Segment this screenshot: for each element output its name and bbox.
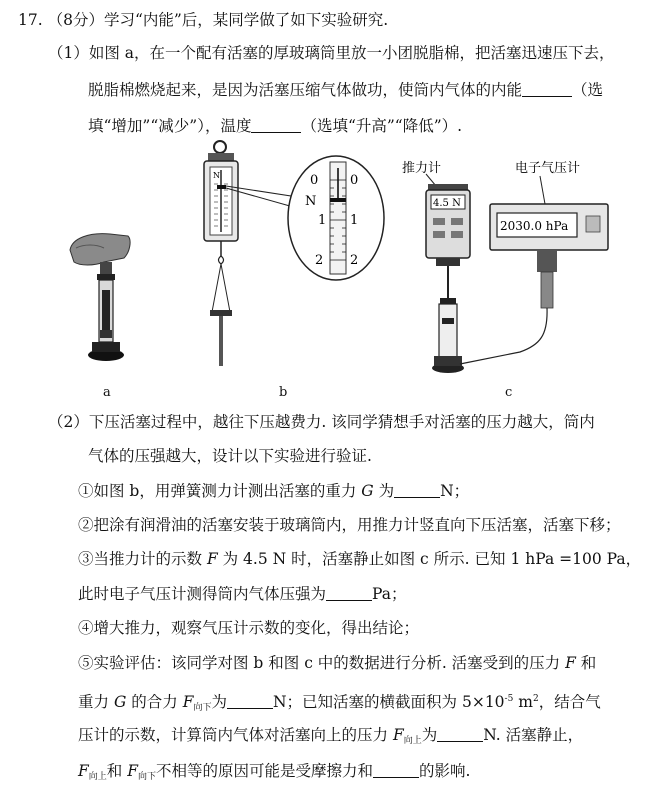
magnifier-left-2: 2 [315, 253, 324, 268]
question-header [18, 10, 388, 30]
step4: ④增大推力，观察气压计示数的变化，得出结论； [78, 619, 420, 637]
answer-blank-other-factor[interactable] [373, 761, 419, 778]
magnifier-right-1: 1 [350, 213, 359, 228]
figure-b-spring-scale [204, 141, 384, 366]
figure-b-caption: b [279, 385, 288, 400]
part1-line2: 脱脂棉燃烧起来，是因为活塞压缩气体做功，使筒内气体的内能 （选 [88, 81, 604, 99]
barometer-reading: 2030.0 hPa [500, 219, 569, 233]
scale-unit-label: N [213, 171, 220, 180]
step1: ①如图 b，用弹簧测力计测出活塞的重力 G 为 N； [78, 482, 470, 500]
question-number: 17. [18, 11, 43, 29]
answer-blank-net-force[interactable] [227, 692, 273, 709]
figure-a-fire-syringe [70, 234, 130, 361]
step5-line3: 压计的示数，计算筒内气体对活塞向上的压力 $F_{向上}$为 N. 活塞静止， [78, 726, 584, 746]
answer-blank-internal-energy[interactable] [522, 80, 572, 97]
magnifier-left-1: 1 [318, 213, 327, 228]
step5-line4: $F_{向上}$和 $F_{向下}$不相等的原因可能是受摩擦力和 的影响. [78, 762, 471, 782]
answer-blank-temperature[interactable] [251, 116, 301, 133]
step3-cont: 此时电子气压计测得筒内气体压强为 Pa； [78, 585, 407, 603]
part2-line2: 气体的压强越大，设计以下实验进行验证. [88, 447, 372, 465]
answer-blank-upward-force[interactable] [437, 725, 483, 742]
part1-line1: （1）如图 a，在一个配有活塞的厚玻璃筒里放一小团脱脂棉，把活塞迅速压下去， [48, 44, 615, 62]
step5: ⑤实验评估：该同学对图 b 和图 c 中的数据进行分析. 活塞受到的压力 F 和 [78, 654, 597, 672]
push-meter-label: 推力计 [402, 161, 442, 176]
barometer-label: 电子气压计 [515, 161, 581, 176]
step3: ③当推力计的示数 F 为 4.5 N 时，活塞静止如图 c 所示. 已知 1 hPa =100 Pa， [78, 550, 642, 568]
part2-line1: （2）下压活塞过程中，越往下压越费力. 该同学猜想手对活塞的压力越大，筒内 [48, 413, 595, 431]
step2: ②把涂有润滑油的活塞安装于玻璃筒内，用推力计竖直向下压活塞，活塞下移； [78, 516, 621, 534]
magnifier-right-0: 0 [350, 173, 359, 188]
question-intro: （8分）学习“内能”后，某同学做了如下实验研究. [47, 11, 389, 29]
push-meter-reading: 4.5 N [433, 198, 461, 209]
figure-c-pressure-setup [402, 160, 608, 373]
experiment-figures [0, 140, 652, 408]
magnifier-right-2: 2 [350, 253, 359, 268]
part1-line3: 填“增加”“减少”），温度 （选填“升高”“降低”）. [88, 117, 463, 135]
answer-blank-pressure[interactable] [326, 584, 372, 601]
magnifier-left-0: 0 [310, 173, 319, 188]
figure-a-caption: a [103, 385, 111, 400]
magnifier-N: N [305, 194, 317, 209]
figure-c-caption: c [505, 385, 513, 400]
step5-line2: 重力 G 的合力 $F_{向下}$为 N；已知活塞的横截面积为 $5\times 10^{-5}$ $m^2$，结合气 [78, 693, 601, 713]
answer-blank-gravity[interactable] [394, 481, 440, 498]
